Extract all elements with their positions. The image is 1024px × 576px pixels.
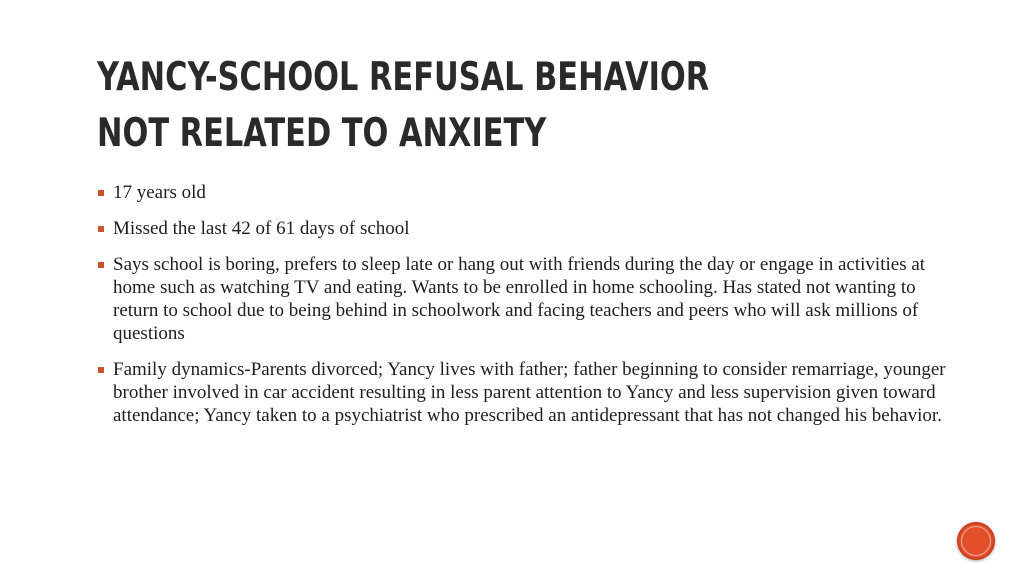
- nav-ring-icon: [961, 526, 991, 556]
- bullet-square-icon: [98, 262, 104, 268]
- bullet-square-icon: [98, 226, 104, 232]
- slide-title: YANCY-SCHOOL REFUSAL BEHAVIOR NOT RELATED TO ANXIETY: [97, 55, 710, 156]
- slide-nav-button[interactable]: [957, 522, 995, 560]
- bullet-square-icon: [98, 190, 104, 196]
- bullet-text: Missed the last 42 of 61 days of school: [113, 218, 410, 239]
- bullet-item-missed-days: [98, 217, 948, 240]
- bullet-square-icon: [98, 367, 104, 373]
- bullet-list: [98, 181, 948, 440]
- bullet-text: 17 years old: [113, 182, 206, 203]
- bullet-text: Family dynamics-Parents divorced; Yancy lives with father; father beginning to consider remarriage, younger brother involved in car accident resulting in less parent attention to Yancy and less supervision given toward attendance; Yancy taken to a psychiatrist who prescribed an antidepressant that has not changed his behavior.: [113, 359, 946, 426]
- bullet-item-age: [98, 181, 948, 204]
- bullet-text: Says school is boring, prefers to sleep late or hang out with friends during the day or engage in activities at home such as watching TV and eating. Wants to be enrolled in home schooling. Has stated not wanting to return to school due to being behind in schoolwork and facing teachers and peers who will ask millions of questions: [113, 254, 926, 344]
- bullet-item-school-boring: [98, 253, 948, 345]
- bullet-item-family-dynamics: [98, 358, 948, 427]
